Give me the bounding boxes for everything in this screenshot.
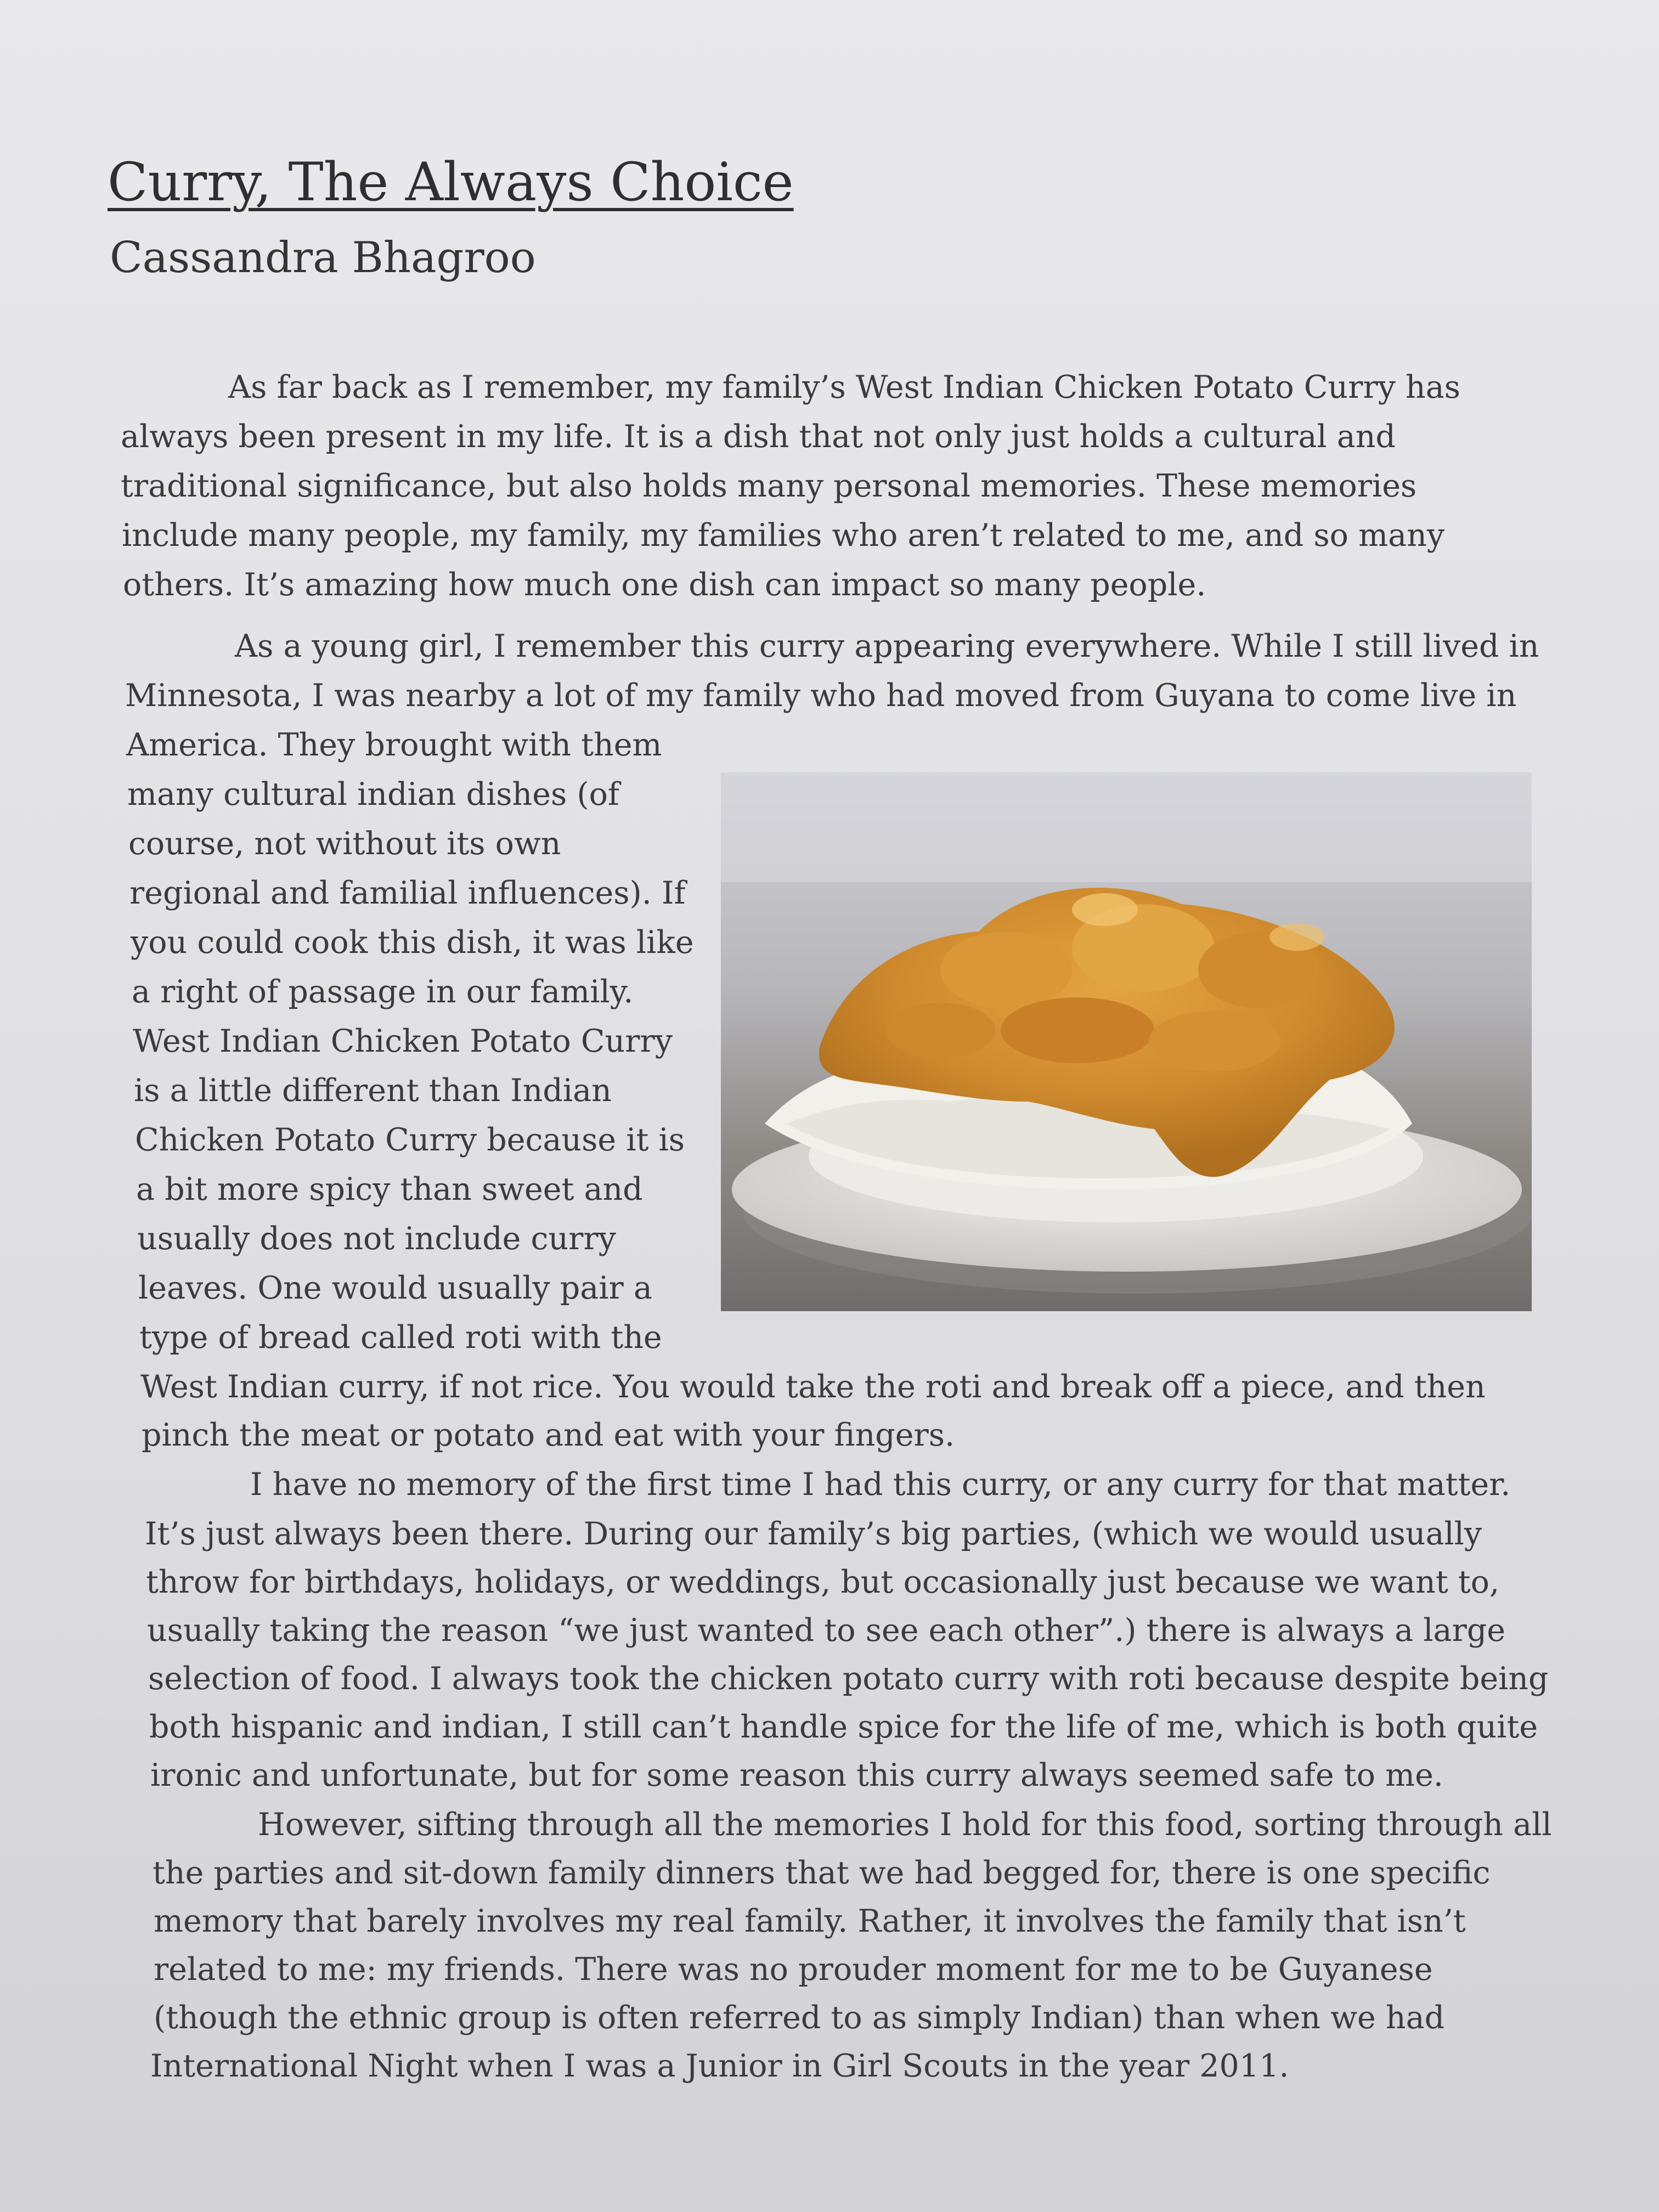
body-line: As a young girl, I remember this curry appearing everywhere. While I still lived in (235, 628, 1539, 664)
body-line: many cultural indian dishes (of (127, 776, 620, 812)
curry-rice-illustration (721, 772, 1532, 1311)
body-line: West Indian Chicken Potato Curry (133, 1023, 673, 1059)
body-line: always been present in my life. It is a dish that not only just holds a cultural and (121, 419, 1396, 455)
body-line: memory that barely involves my real family. Rather, it involves the family that isn’t (154, 1903, 1466, 1939)
body-line: As far back as I remember, my family’s West Indian Chicken Potato Curry has (228, 369, 1460, 405)
body-line: It’s just always been there. During our family’s big parties, (which we would usually (145, 1516, 1482, 1552)
body-line: International Night when I was a Junior in Girl Scouts in the year 2011. (150, 2048, 1289, 2084)
body-line: is a little different than Indian (134, 1073, 612, 1109)
body-line: throw for birthdays, holidays, or weddings, but occasionally just because we want to, (146, 1564, 1500, 1600)
body-line: a bit more spicy than sweet and (136, 1171, 643, 1207)
body-line: others. It’s amazing how much one dish can impact so many people. (123, 567, 1206, 603)
body-line: leaves. One would usually pair a (138, 1270, 652, 1306)
document-title: Curry, The Always Choice (108, 151, 794, 213)
body-line: include many people, my family, my families who aren’t related to me, and so many (122, 517, 1445, 554)
curry-rice-photo (721, 772, 1532, 1311)
body-line: usually taking the reason “we just wanted to see each other”.) there is always a large (147, 1612, 1505, 1649)
body-line: traditional significance, but also holds many personal memories. These memories (121, 468, 1417, 504)
body-line: pinch the meat or potato and eat with your fingers. (142, 1417, 955, 1453)
body-line: I have no memory of the first time I had this curry, or any curry for that matter. (250, 1466, 1511, 1503)
body-line: Chicken Potato Curry because it is (135, 1122, 685, 1158)
body-line: type of bread called roti with the (139, 1319, 662, 1356)
body-line: related to me: my friends. There was no prouder moment for me to be Guyanese (154, 1951, 1433, 1988)
body-line: selection of food. I always took the chicken potato curry with roti because despite being (148, 1661, 1549, 1697)
body-line: Minnesota, I was nearby a lot of my family who had moved from Guyana to come live in (125, 678, 1517, 714)
body-line: ironic and unfortunate, but for some reason this curry always seemed safe to me. (150, 1757, 1443, 1793)
body-line: regional and familial influences). If (129, 875, 686, 911)
body-line: usually does not include curry (137, 1221, 616, 1257)
body-line: America. They brought with them (126, 727, 662, 763)
document-author: Cassandra Bhagroo (110, 233, 536, 283)
body-line: the parties and sit-down family dinners that we had begged for, there is one specific (153, 1855, 1491, 1891)
body-line: However, sifting through all the memories I hold for this food, sorting through all (258, 1807, 1552, 1843)
body-line: West Indian curry, if not rice. You would take the roti and break off a piece, and then (140, 1369, 1486, 1405)
body-line: (though the ethnic group is often referred to as simply Indian) than when we had (154, 2000, 1445, 2036)
body-line: course, not without its own (128, 826, 561, 862)
body-line: both hispanic and indian, I still can’t handle spice for the life of me, which is both quite (149, 1709, 1538, 1745)
body-line: you could cook this dish, it was like (131, 924, 694, 961)
body-line: a right of passage in our family. (132, 974, 634, 1010)
